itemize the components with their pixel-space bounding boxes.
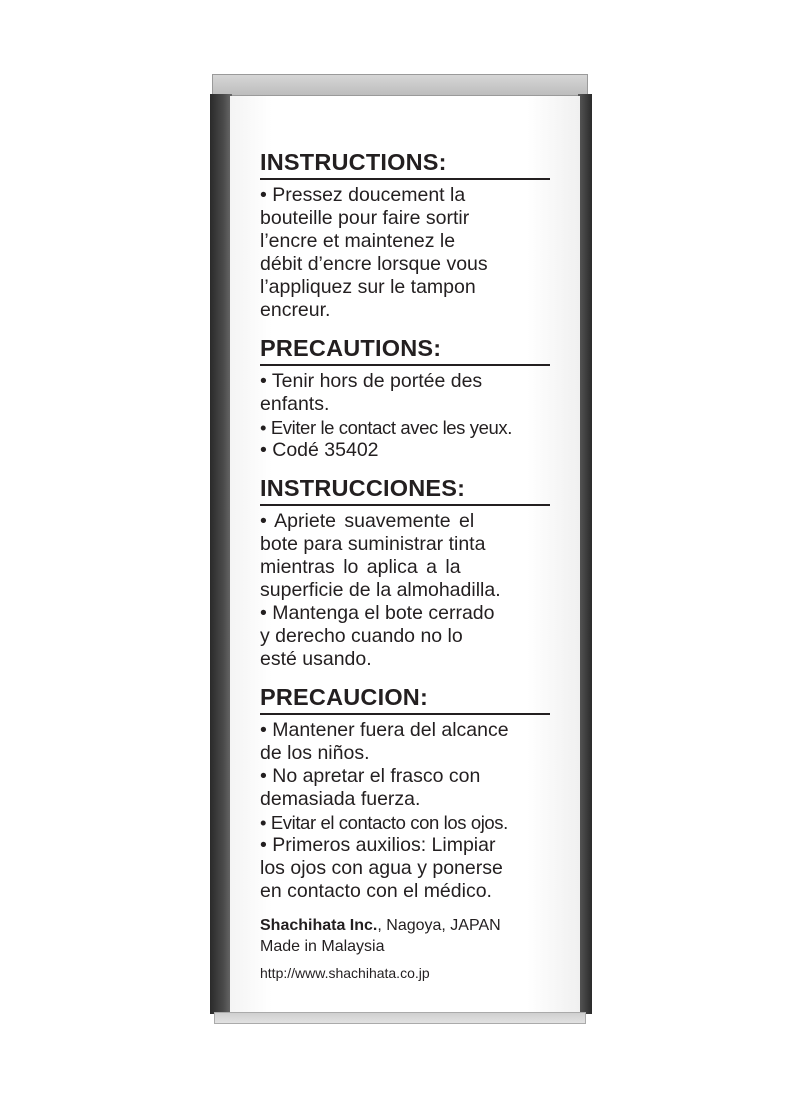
company-location: , Nagoya, JAPAN bbox=[377, 917, 501, 934]
text-line: bote para suministrar tinta bbox=[260, 533, 486, 555]
text-line: • Primeros auxilios: Limpiar bbox=[260, 834, 496, 856]
box-top-flap bbox=[212, 74, 588, 96]
section-heading: PRECAUTIONS: bbox=[260, 334, 550, 366]
text-line: superficie de la almohadilla. bbox=[260, 579, 501, 601]
text-line: los ojos con agua y ponerse bbox=[260, 857, 503, 879]
box-right-side bbox=[578, 94, 592, 1014]
text-line: y derecho cuando no lo bbox=[260, 625, 463, 647]
box-bottom-edge bbox=[214, 1012, 586, 1024]
text-line: • Codé 35402 bbox=[260, 439, 379, 461]
text-line: • Eviter le contact avec les yeux. bbox=[260, 417, 512, 438]
text-line: bouteille pour faire sortir bbox=[260, 207, 470, 229]
section-heading: PRECAUCION: bbox=[260, 683, 550, 715]
text-line: enfants. bbox=[260, 393, 330, 415]
text-line: • Tenir hors de portée des bbox=[260, 370, 483, 392]
text-line: mientras lo aplica a la bbox=[260, 556, 461, 578]
website-url: http://www.shachihata.co.jp bbox=[260, 965, 430, 981]
box-front-panel bbox=[230, 96, 580, 1014]
text-line: de los niños. bbox=[260, 742, 370, 764]
text-line: en contacto con el médico. bbox=[260, 880, 492, 902]
precaucion-es-section bbox=[260, 683, 550, 903]
text-line: • Mantener fuera del alcance bbox=[260, 719, 509, 741]
text-line: demasiada fuerza. bbox=[260, 788, 421, 810]
instrucciones-es-section bbox=[260, 474, 550, 671]
text-line: esté usando. bbox=[260, 648, 372, 670]
text-line: • No apretar el frasco con bbox=[260, 765, 481, 787]
section-heading: INSTRUCTIONS: bbox=[260, 148, 550, 180]
text-line: • Mantenga el bote cerrado bbox=[260, 602, 495, 624]
instructions-fr-section bbox=[260, 148, 550, 322]
text-line: débit d’encre lorsque vous bbox=[260, 253, 488, 275]
precautions-fr-section bbox=[260, 334, 550, 462]
box-left-side bbox=[210, 94, 232, 1014]
text-line: l’appliquez sur le tampon bbox=[260, 276, 476, 298]
origin-line: Made in Malaysia bbox=[260, 938, 385, 955]
company-line bbox=[260, 915, 550, 936]
text-line: • Apriete suavemente el bbox=[260, 510, 475, 532]
text-line: • Pressez doucement la bbox=[260, 184, 466, 206]
text-line: l’encre et maintenez le bbox=[260, 230, 456, 252]
text-line: encreur. bbox=[260, 299, 331, 321]
manufacturer-info bbox=[260, 915, 550, 983]
section-heading: INSTRUCCIONES: bbox=[260, 474, 550, 506]
company-name: Shachihata Inc. bbox=[260, 917, 378, 934]
text-line: • Evitar el contacto con los ojos. bbox=[260, 812, 508, 833]
